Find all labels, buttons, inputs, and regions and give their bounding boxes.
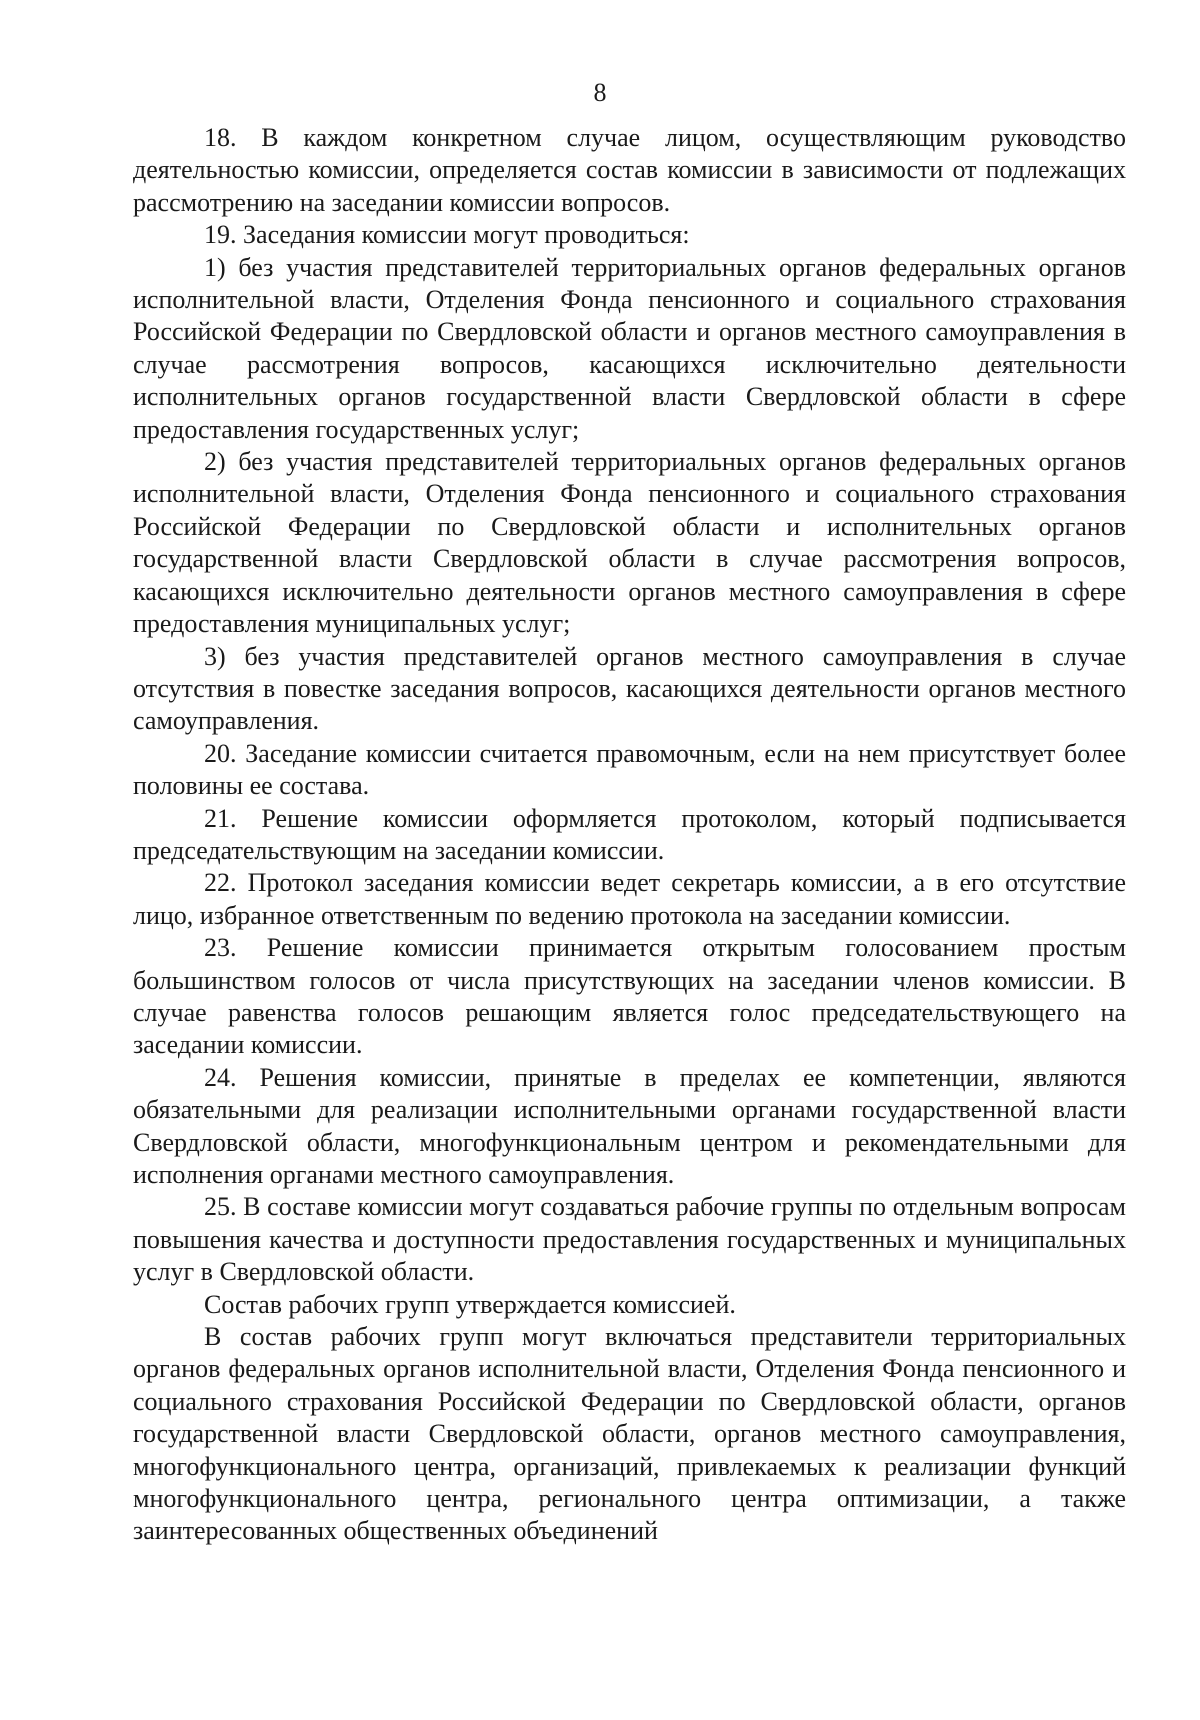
paragraph-22: 22. Протокол заседания комиссии ведет секретарь комиссии, а в его отсутствие лицо, избранное ответственным по ведению протокола на заседании комиссии. — [133, 868, 1126, 930]
paragraph-25-members: В состав рабочих групп могут включаться представители территориальных органов федеральных органов исполнительной власти, Отделения Фонда пенсионного и социального страхования Российской Федерации по Свердловской области, органов государственной власти Свердловской области, органов местного самоуправления, многофункционального центра, организаций, привлекаемых к реализации функций многофункционального центра, регионального центра оптимизации, а также заинтересованных общественных объединений — [133, 1322, 1126, 1546]
paragraph-20: 20. Заседание комиссии считается правомочным, если на нем присутствует более половины ее состава. — [133, 738, 1126, 801]
paragraph-19-item-3: 3) без участия представителей органов местного самоуправления в случае отсутствия в повестке заседания вопросов, касающихся деятельности органов местного самоуправления. — [133, 641, 1126, 736]
page-number: 8 — [593, 78, 607, 107]
paragraph-25: 25. В составе комиссии могут создаваться рабочие группы по отдельным вопросам повышения качества и доступности предоставления государственных и муниципальных услуг в Свердловской области. — [133, 1192, 1126, 1287]
paragraph-23: 23. Решение комиссии принимается открытым голосованием простым большинством голосов от числа присутствующих на заседании членов комиссии. В случае равенства голосов решающим является голос председательствующего на заседании комиссии. — [133, 933, 1126, 1060]
paragraph-19-item-1: 1) без участия представителей территориальных органов федеральных органов исполнительной власти, Отделения Фонда пенсионного и социального страхования Российской Федерации по Свердловской области и органов местного самоуправления в случае рассмотрения вопросов, касающихся исключительно деятельности исполнительных органов государственной власти Свердловской области в сфере предоставления государственных услуг; — [133, 252, 1126, 444]
paragraph-25-working-groups: Состав рабочих групп утверждается комиссией. — [204, 1289, 736, 1319]
paragraph-19: 19. Заседания комиссии могут проводиться: — [204, 220, 690, 250]
paragraph-18: 18. В каждом конкретном случае лицом, осуществляющим руководство деятельностью комиссии, определяется состав комиссии в зависимости от подлежащих рассмотрению на заседании комиссии вопросов. — [133, 123, 1126, 217]
document-body — [133, 122, 1126, 1548]
paragraph-21: 21. Решение комиссии оформляется протоколом, который подписывается председательствующим на заседании комиссии. — [133, 803, 1126, 865]
paragraph-19-item-2: 2) без участия представителей территориальных органов федеральных органов исполнительной власти, Отделения Фонда пенсионного и социального страхования Российской Федерации по Свердловской области и исполнительных органов государственной власти Свердловской области в случае рассмотрения вопросов, касающихся исключительно деятельности органов местного самоуправления в сфере предоставления муниципальных услуг; — [133, 447, 1126, 639]
paragraph-24: 24. Решения комиссии, принятые в пределах ее компетенции, являются обязательными для реализации исполнительными органами государственной власти Свердловской области, многофункциональным центром и рекомендательными для исполнения органами местного самоуправления. — [133, 1062, 1126, 1189]
